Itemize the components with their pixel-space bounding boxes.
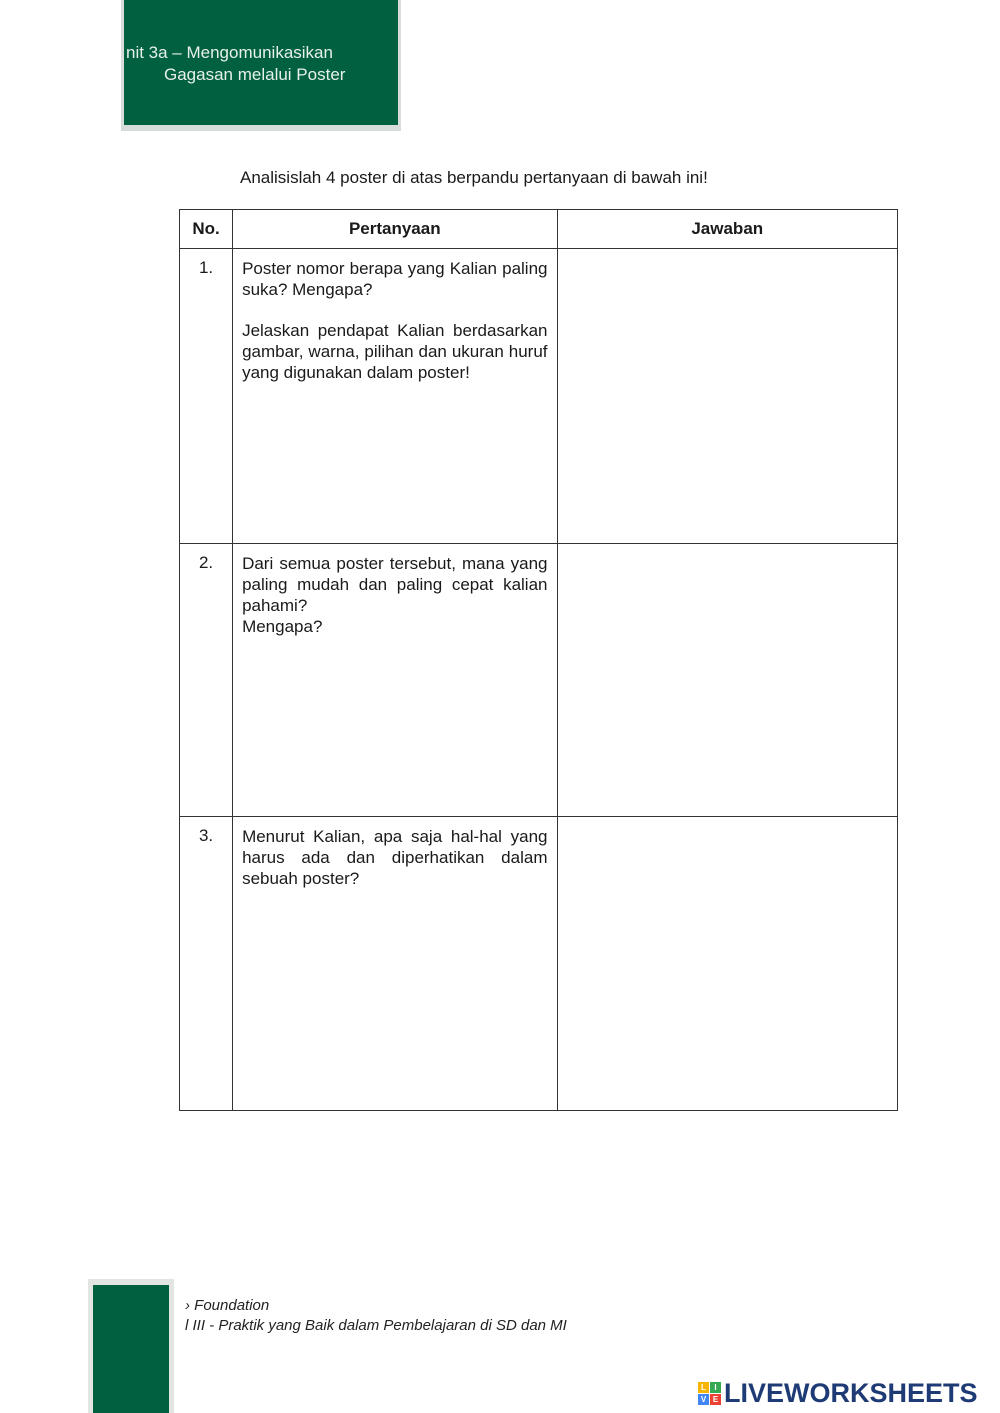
answer-cell[interactable] (557, 249, 898, 544)
header-no: No. (180, 210, 233, 249)
header-answer: Jawaban (557, 210, 898, 249)
logo-letter-v: V (698, 1394, 709, 1405)
footer-line2: l III - Praktik yang Baik dalam Pembelajaran di SD dan MI (185, 1317, 567, 1334)
header-title-line1: nit 3a – Mengomunikasikan (126, 43, 333, 62)
footer-banner-fill (93, 1285, 169, 1413)
header-banner (121, 0, 401, 131)
footer-line1: › Foundation (185, 1297, 270, 1314)
row-number: 1. (180, 249, 233, 544)
question-answer-table (179, 209, 898, 1111)
footer-banner (88, 1279, 174, 1413)
question-cell (233, 817, 557, 1111)
logo-letter-l: L (698, 1382, 709, 1393)
header-question: Pertanyaan (233, 210, 557, 249)
question-text-extra: Mengapa? (242, 617, 323, 636)
row-number: 2. (180, 544, 233, 817)
question-cell (233, 544, 557, 817)
logo-letter-e: E (710, 1394, 721, 1405)
question-text-extra: Jelaskan pendapat Kalian berdasarkan gambar, warna, pilihan dan ukuran huruf yang digunakan dalam poster! (242, 321, 548, 382)
answer-cell[interactable] (557, 544, 898, 817)
answer-cell[interactable] (557, 817, 898, 1111)
table-row (180, 249, 898, 544)
instruction-text: Analisislah 4 poster di atas berpandu pertanyaan di bawah ini! (240, 168, 708, 187)
table-row (180, 817, 898, 1111)
question-text: Menurut Kalian, apa saja hal-hal yang harus ada dan diperhatikan dalam sebuah poster? (242, 827, 548, 888)
table-row (180, 544, 898, 817)
row-number: 3. (180, 817, 233, 1111)
question-text: Poster nomor berapa yang Kalian paling suka? Mengapa? (242, 259, 548, 299)
logo-letter-i: I (710, 1382, 721, 1393)
question-text: Dari semua poster tersebut, mana yang paling mudah dan paling cepat kalian pahami? (242, 554, 548, 615)
liveworksheets-logo-text: LIVEWORKSHEETS (724, 1377, 978, 1408)
header-title-line2: Gagasan melalui Poster (164, 65, 346, 84)
liveworksheets-logo-icon (698, 1382, 721, 1405)
header-banner-fill (124, 0, 398, 125)
liveworksheets-logo[interactable] (698, 1378, 978, 1408)
table-header-row (180, 210, 898, 249)
question-cell (233, 249, 557, 544)
